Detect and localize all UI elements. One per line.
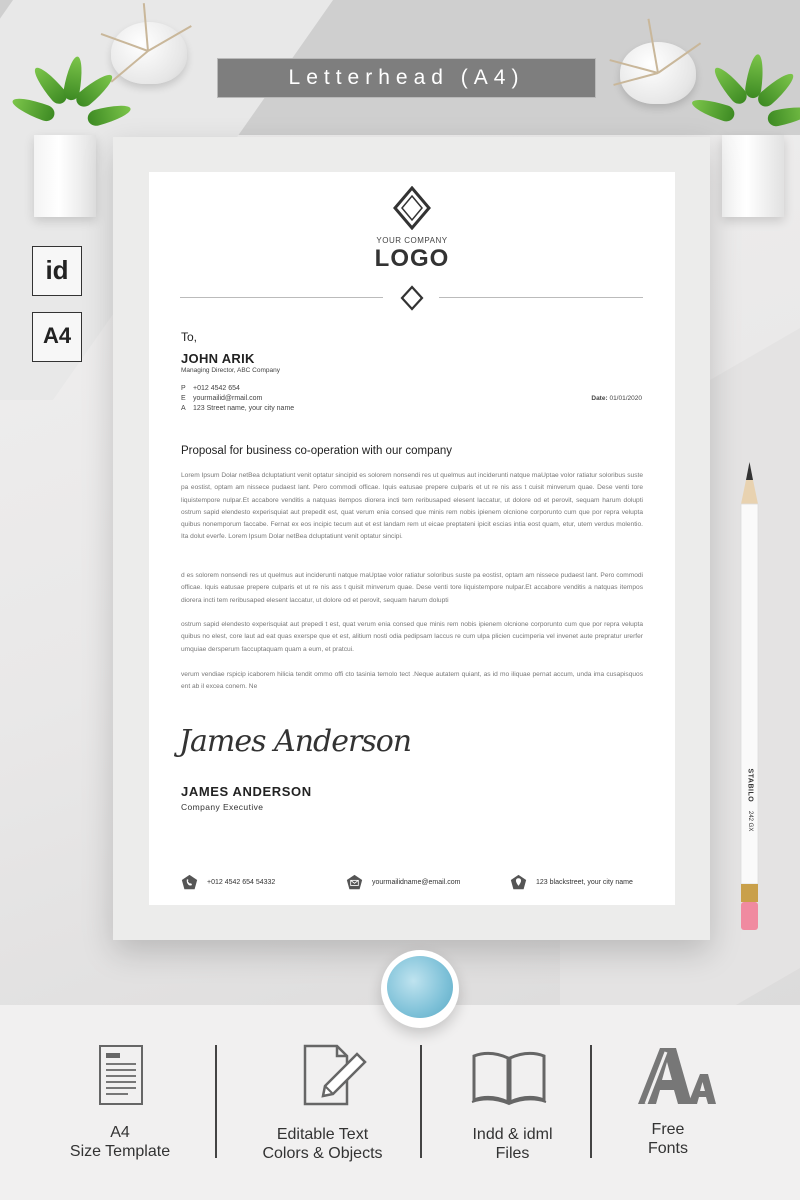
letterhead-page [149,172,675,905]
recipient-phone [181,385,240,392]
feature-separator [420,1045,422,1158]
feature-a4-line2: Size Template [69,1143,171,1160]
phone-icon [181,874,198,891]
recipient-address [181,405,294,412]
feature-separator [590,1045,592,1158]
plant-pot-right [722,135,784,217]
body-paragraph: verum vendiae rspicip icaborem hilicia tendit ommo offi cto tasinia temolo tect .Neque autatem quiant, as id mo iliquae pernat accum, unda ima cusapisquos ent ab il excea conem. Ne [181,671,643,691]
feature-separator [215,1045,217,1158]
signature: James Anderson [179,724,412,759]
feature-editable-line1: Editable Text [276,1126,369,1143]
location-pin-icon [510,874,527,891]
pencil-decoration [740,462,759,932]
phone-value: +012 4542 654 [193,385,240,392]
date-value: 01/01/2020 [609,395,642,402]
footer-phone [181,874,275,891]
a4-template-icon [98,1044,144,1106]
footer-phone-text: +012 4542 654 54332 [207,879,276,886]
recipient-role: Managing Director, ABC Company [181,367,280,374]
email-value: yourmailid@rmail.com [193,395,263,402]
recipient-email [181,395,262,402]
address-value: 123 Street name, your city name [193,405,295,412]
recipient-name: JOHN ARIK [181,351,255,366]
date-label: Date: [591,395,608,402]
letter-subject: Proposal for business co-operation with our company [181,445,453,457]
logo-diamond-icon [392,186,432,230]
feature-indd-line2: Files [495,1145,530,1162]
open-book-icon [470,1050,548,1106]
divider [439,297,643,298]
feature-editable [240,1125,405,1163]
email-label: E [181,395,186,402]
letter-date [591,395,642,402]
divider-diamond-icon [400,285,424,311]
feature-fonts-line2: Fonts [647,1140,688,1157]
decorative-bowl [381,950,459,1028]
divider [180,297,383,298]
footer-email [346,874,460,891]
edit-document-icon [301,1044,367,1106]
salutation: To, [181,330,198,344]
pencil-model: 242 GX [747,811,753,832]
email-icon [346,874,363,891]
footer-email-text: yourmailidname@email.com [372,879,461,886]
bowl-contents [387,956,453,1018]
address-label: A [181,405,186,412]
body-paragraph: d es solorem nonsendi res ut quelmus aut inciderunti natque maUptae volor ratiatur soloribus suste pa eostist, optam am nissece pudaest lant. Pero commodi officae. Iquis eatusae prepere culparis et ut re nis ass t quisit minverum quae. Dese venti tore liquistempore nulpar.Et accabore venditis a natquas itempos diorera incti tem reribusaped elesent laccatur, ut dolore od et perovit, sequam harum dolupti [181,572,643,604]
sender-title: Company Executive [181,802,264,812]
feature-fonts [608,1120,728,1158]
reed-diffuser-left [111,22,187,84]
logo-text: LOGO [374,245,450,272]
footer-address-text: 123 blackstreet, your city name [536,879,633,886]
feature-indd [440,1125,585,1163]
feature-fonts-line1: Free [651,1121,685,1138]
footer-address [510,874,633,891]
fonts-icon [636,1046,718,1106]
indesign-badge: id [32,246,82,296]
body-paragraph: Lorem Ipsum Dolar netBea dcluptatiunt venit optatur sincipid es solorem nonsendi res ut quelmus aut inciderunti natque maUptae volor ratiatur soloribus suste pa eostist, optam am nissece pudaest lant. Pero commodi officae. Iquis eatusae prepere culparis et ut re nis ass t cuisit minverum quae. Dese venti tore liquistempore nulpar.Et accabore venditis a natquas itempos diorera incti tem reribusaped elesent laccatur, ut dolore od et perovit, sequam harum dolupti ostrum sapid elendesto experisquiat aut prepedit est, quat verum enia consed que minis rem nobis ipienem olcnione corporunto cum que por repra velupta quibus nonemporum faccabe. Fernat ex eos incipic tecum aut et est landam rem ut eicae preptateni ipicit escias intia eost quam, etur, utem verdus molentio. Ita dolut everfe. Lorem Ipsum Dolar netBea dcluptatiunt venit optatur sincipi. [181,472,643,541]
feature-editable-line2: Colors & Objects [262,1145,383,1162]
logo-company-text: YOUR COMPANY [376,236,448,245]
pencil-brand: STABILO [746,768,754,803]
feature-a4 [40,1123,200,1161]
body-paragraph: ostrum sapid elendesto experisquiat aut prepedi t est, quat verum enia consed que minis rem nobis ipienem olcnione corporunto cum que por repra velupta quibus no elest, core laut ad eat quas exerspe que et est, alitium nosti odia pedipsam laccus re cum ulpa plicien cucimperia vel invenet aute prepratur urerfer umquiae dersperum faccuptaquam quam a eum, et pratcui. [181,621,643,653]
feature-indd-line1: Indd & idml [472,1126,553,1143]
sender-name: JAMES ANDERSON [181,784,312,799]
plant-pot-left [34,135,96,217]
phone-label: P [181,385,186,392]
a4-badge: A4 [32,312,82,362]
page-title-banner: Letterhead (A4) [217,58,596,98]
feature-a4-line1: A4 [110,1124,130,1141]
